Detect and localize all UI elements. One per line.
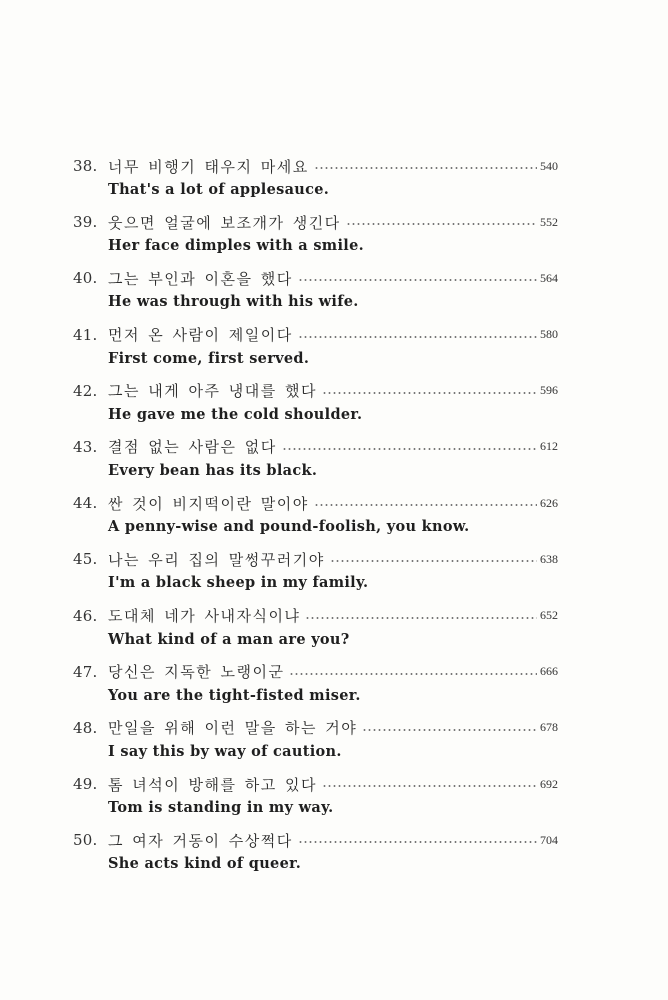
dot-leader [322, 392, 537, 394]
toc-entry [0, 827, 668, 883]
english-phrase: What kind of a man are you? [108, 630, 350, 648]
english-phrase: She acts kind of queer. [108, 855, 302, 873]
korean-phrase: 그 여자 거동이 수상쩍다 [108, 831, 293, 850]
korean-line [108, 209, 558, 235]
dot-leader [298, 279, 537, 281]
english-phrase: First come, first served. [108, 349, 310, 367]
toc-entry [0, 771, 668, 827]
english-phrase: I'm a black sheep in my family. [108, 574, 369, 592]
korean-phrase: 싼 것이 비지떡이란 말이야 [108, 494, 309, 513]
korean-phrase: 도대체 네가 사내자식이냐 [108, 607, 301, 625]
english-phrase: Her face dimples with a smile. [108, 237, 364, 255]
english-phrase: He was through with his wife. [108, 293, 359, 311]
page-number: 652 [540, 608, 558, 622]
dot-leader [289, 673, 537, 675]
english-phrase: Every bean has its black. [108, 461, 318, 479]
table-of-contents [0, 153, 668, 883]
entry-number: 39. [73, 213, 98, 232]
korean-line [108, 378, 558, 404]
page-number: 692 [540, 776, 558, 791]
dot-leader [346, 223, 537, 225]
entry-number: 49. [73, 775, 98, 794]
page-number: 580 [540, 327, 558, 342]
page-number: 678 [540, 720, 558, 735]
dot-leader [282, 448, 537, 450]
korean-phrase: 그는 내게 아주 냉대를 했다 [108, 382, 317, 401]
korean-line [108, 771, 558, 797]
english-phrase: A penny-wise and pound-foolish, you know. [108, 518, 470, 536]
dot-leader [305, 617, 537, 619]
toc-entry [0, 603, 668, 659]
entry-number: 45. [73, 550, 98, 569]
english-phrase: Tom is standing in my way. [108, 799, 334, 817]
dot-leader [298, 336, 537, 338]
dot-leader [330, 560, 537, 562]
page-number: 704 [540, 832, 558, 847]
entry-number: 47. [73, 662, 98, 681]
entry-number: 46. [73, 606, 98, 625]
page-number: 612 [540, 439, 558, 454]
toc-entry [0, 659, 668, 715]
korean-phrase: 너무 비행기 태우지 마세요 [108, 157, 309, 176]
korean-line [108, 153, 558, 179]
dot-leader [314, 167, 537, 169]
page-number: 596 [540, 383, 558, 398]
english-phrase: That's a lot of applesauce. [108, 181, 330, 198]
dot-leader [362, 729, 537, 731]
korean-phrase: 먼저 온 사람이 제일이다 [108, 326, 293, 345]
toc-entry [0, 546, 668, 602]
entry-number: 41. [73, 325, 98, 344]
toc-entry [0, 322, 668, 378]
toc-entry [0, 490, 668, 546]
english-phrase: You are the tight-fisted miser. [108, 686, 361, 704]
korean-line [108, 546, 558, 572]
korean-line [108, 265, 558, 291]
korean-phrase: 그는 부인과 이혼을 했다 [108, 269, 293, 288]
toc-entry [0, 378, 668, 434]
korean-phrase: 톰 녀석이 방해를 하고 있다 [108, 775, 317, 794]
page-number: 540 [540, 158, 558, 173]
toc-entry [0, 434, 668, 490]
toc-entry [0, 715, 668, 771]
english-phrase: He gave me the cold shoulder. [108, 405, 363, 423]
entry-number: 50. [73, 831, 98, 850]
korean-line [108, 603, 558, 629]
entry-number: 43. [73, 437, 98, 456]
dot-leader [314, 504, 537, 506]
page-number: 564 [540, 270, 558, 285]
korean-line [108, 434, 558, 460]
dot-leader [298, 841, 537, 843]
korean-phrase: 결점 없는 사람은 없다 [108, 438, 277, 457]
toc-entry [0, 209, 668, 265]
page-number: 626 [540, 495, 558, 510]
entry-number: 42. [73, 381, 98, 400]
entry-number: 48. [73, 718, 98, 737]
entry-number: 40. [73, 269, 98, 288]
page-number: 638 [540, 551, 558, 566]
toc-entry [0, 265, 668, 321]
korean-line [108, 490, 558, 516]
korean-line [108, 322, 558, 348]
page-number: 552 [540, 214, 558, 229]
toc-entry [0, 153, 668, 209]
korean-line [108, 715, 558, 741]
korean-phrase: 당신은 지독한 노랭이군 [108, 663, 285, 682]
page-number: 666 [540, 664, 558, 679]
entry-number: 44. [73, 494, 98, 513]
korean-phrase: 웃으면 얼굴에 보조개가 생긴다 [108, 213, 341, 232]
korean-line [108, 659, 558, 685]
korean-phrase: 나는 우리 집의 말썽꾸러기야 [108, 550, 325, 569]
english-phrase: I say this by way of caution. [108, 742, 342, 760]
entry-number: 38. [73, 157, 98, 175]
dot-leader [322, 785, 537, 787]
korean-line [108, 827, 558, 853]
korean-phrase: 만일을 위해 이런 말을 하는 거야 [108, 719, 358, 738]
